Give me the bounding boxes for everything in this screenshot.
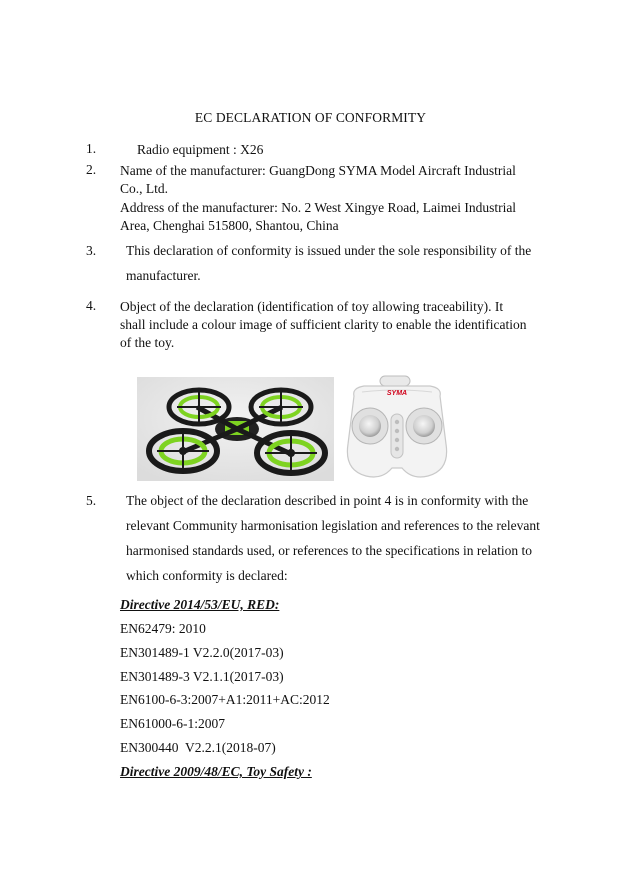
standard-item: EN301489-3 V2.1.1(2017-03): [120, 669, 284, 684]
remote-controller-image: [342, 374, 452, 482]
standard-item: EN6100-6-3:2007+A1:2011+AC:2012: [120, 692, 330, 707]
remote-brand-logo: SYMA: [386, 390, 408, 397]
item-text-4: Object of the declaration (identification of toy allowing traceability). It shall include a colour image of sufficient clarity to enable the identification of the toy.: [120, 299, 527, 350]
standard-item: EN301489-1 V2.2.0(2017-03): [120, 645, 284, 660]
item-number-2: 2.: [86, 162, 97, 177]
rotor-guard-back-left: [169, 390, 229, 424]
drone-image: [137, 377, 334, 481]
manufacturer-address: Address of the manufacturer: No. 2 West Xingye Road, Laimei Industrial Area, Chenghai 515800, Shantou, China: [120, 200, 517, 233]
directive-toy-heading: Directive 2009/48/EC, Toy Safety :: [120, 764, 312, 779]
item-text-5: The object of the declaration described in point 4 is in conformity with the relevant Community harmonisation legislation and references to the relevant harmonised standards used, or references to the specifications in relation to which conformity is declared:: [126, 493, 540, 583]
item-text-2: Name of the manufacturer: GuangDong SYMA Model Aircraft Industrial Co., Ltd.: [120, 163, 516, 196]
standard-item: EN61000-6-1:2007: [120, 716, 225, 731]
item-text-3: This declaration of conformity is issued under the sole responsibility of the manufacturer.: [126, 243, 532, 283]
item-text-1: Radio equipment : X26: [137, 142, 264, 157]
drone-illustration: [137, 377, 334, 481]
item-number-4: 4.: [86, 298, 97, 313]
rotor-guard-front-left: [149, 431, 217, 471]
rotor-guard-front-right: [257, 433, 325, 473]
item-number-5: 5.: [86, 493, 97, 508]
directive-red-heading: Directive 2014/53/EU, RED:: [120, 597, 280, 612]
rotor-guard-back-right: [251, 390, 311, 424]
standard-item: EN300440 V2.2.1(2018-07): [120, 740, 276, 755]
item-number-3: 3.: [86, 243, 97, 258]
standard-item: EN62479: 2010: [120, 621, 206, 636]
item-number-1: 1.: [86, 141, 97, 156]
document-title: EC DECLARATION OF CONFORMITY: [194, 110, 427, 125]
